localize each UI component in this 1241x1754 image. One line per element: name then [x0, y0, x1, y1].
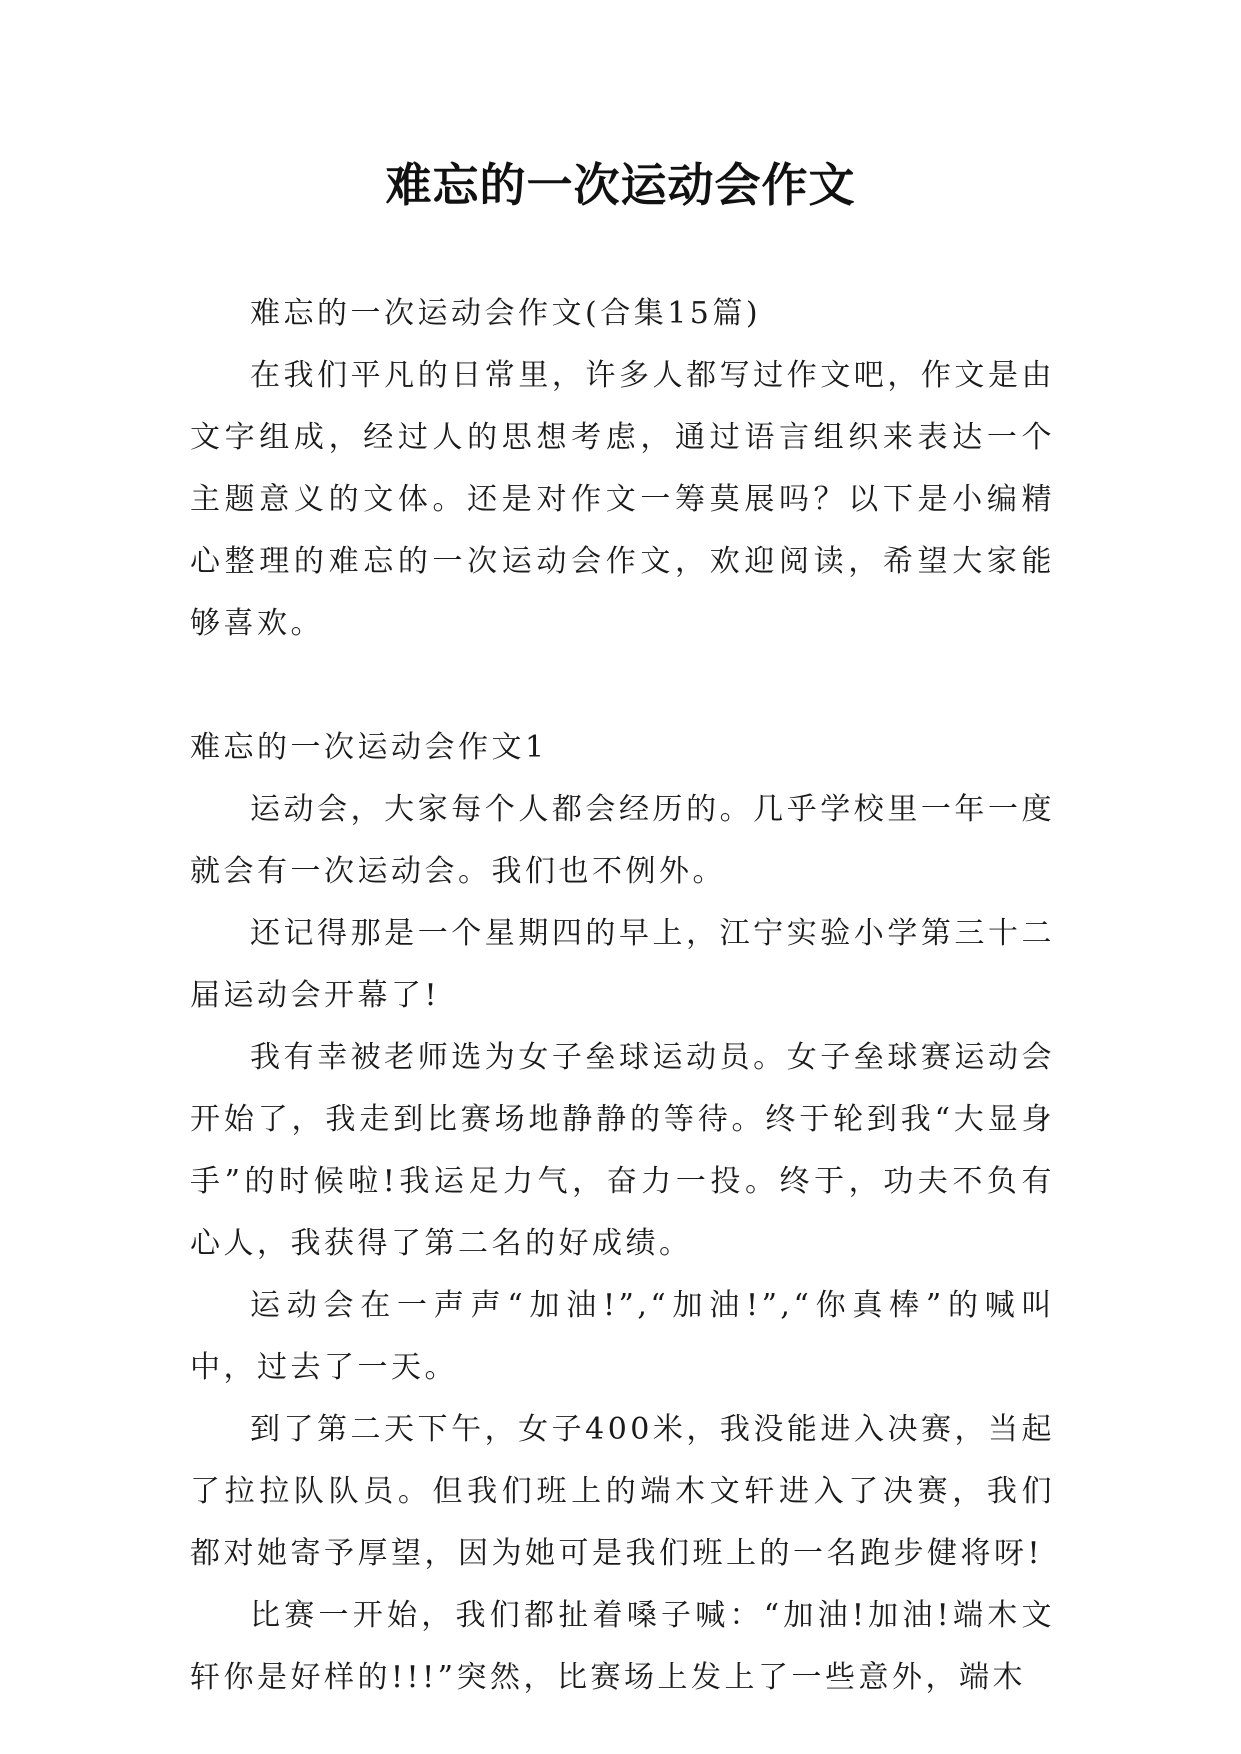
- intro-paragraph: 在我们平凡的日常里，许多人都写过作文吧，作文是由文字组成，经过人的思想考虑，通过语言组织来表达一个主题意义的文体。还是对作文一筹莫展吗？以下是小编精心整理的难忘的一次运动会作文，欢迎阅读，希望大家能够喜欢。: [190, 358, 1055, 641]
- body-paragraph: 我有幸被老师选为女子垒球运动员。女子垒球赛运动会开始了，我走到比赛场地静静的等待。终于轮到我“大显身手”的时候啦!我运足力气，奋力一投。终于，功夫不负有心人，我获得了第二名的好成绩。: [190, 1040, 1055, 1261]
- document-body: [190, 283, 1055, 1709]
- document-title: 难忘的一次运动会作文: [385, 158, 856, 212]
- section-heading: 难忘的一次运动会作文1: [190, 730, 548, 765]
- body-paragraph: 比赛一开始，我们都扯着嗓子喊：“加油!加油!端木文轩你是好样的!!!”突然，比赛场上发上了一些意外，端木: [190, 1598, 1055, 1695]
- document-subtitle: 难忘的一次运动会作文(合集15篇): [250, 296, 762, 331]
- body-paragraph: 运动会，大家每个人都会经历的。几乎学校里一年一度就会有一次运动会。我们也不例外。: [190, 792, 1055, 889]
- body-paragraph: 运动会在一声声“加油!”,“加油!”,“你真棒”的喊叫中，过去了一天。: [190, 1288, 1055, 1385]
- body-paragraph: 到了第二天下午，女子400米，我没能进入决赛，当起了拉拉队队员。但我们班上的端木文轩进入了决赛，我们都对她寄予厚望，因为她可是我们班上的一名跑步健将呀!: [190, 1412, 1055, 1571]
- section-spacer: [190, 655, 1055, 717]
- body-paragraph: 还记得那是一个星期四的早上，江宁实验小学第三十二届运动会开幕了!: [190, 916, 1055, 1013]
